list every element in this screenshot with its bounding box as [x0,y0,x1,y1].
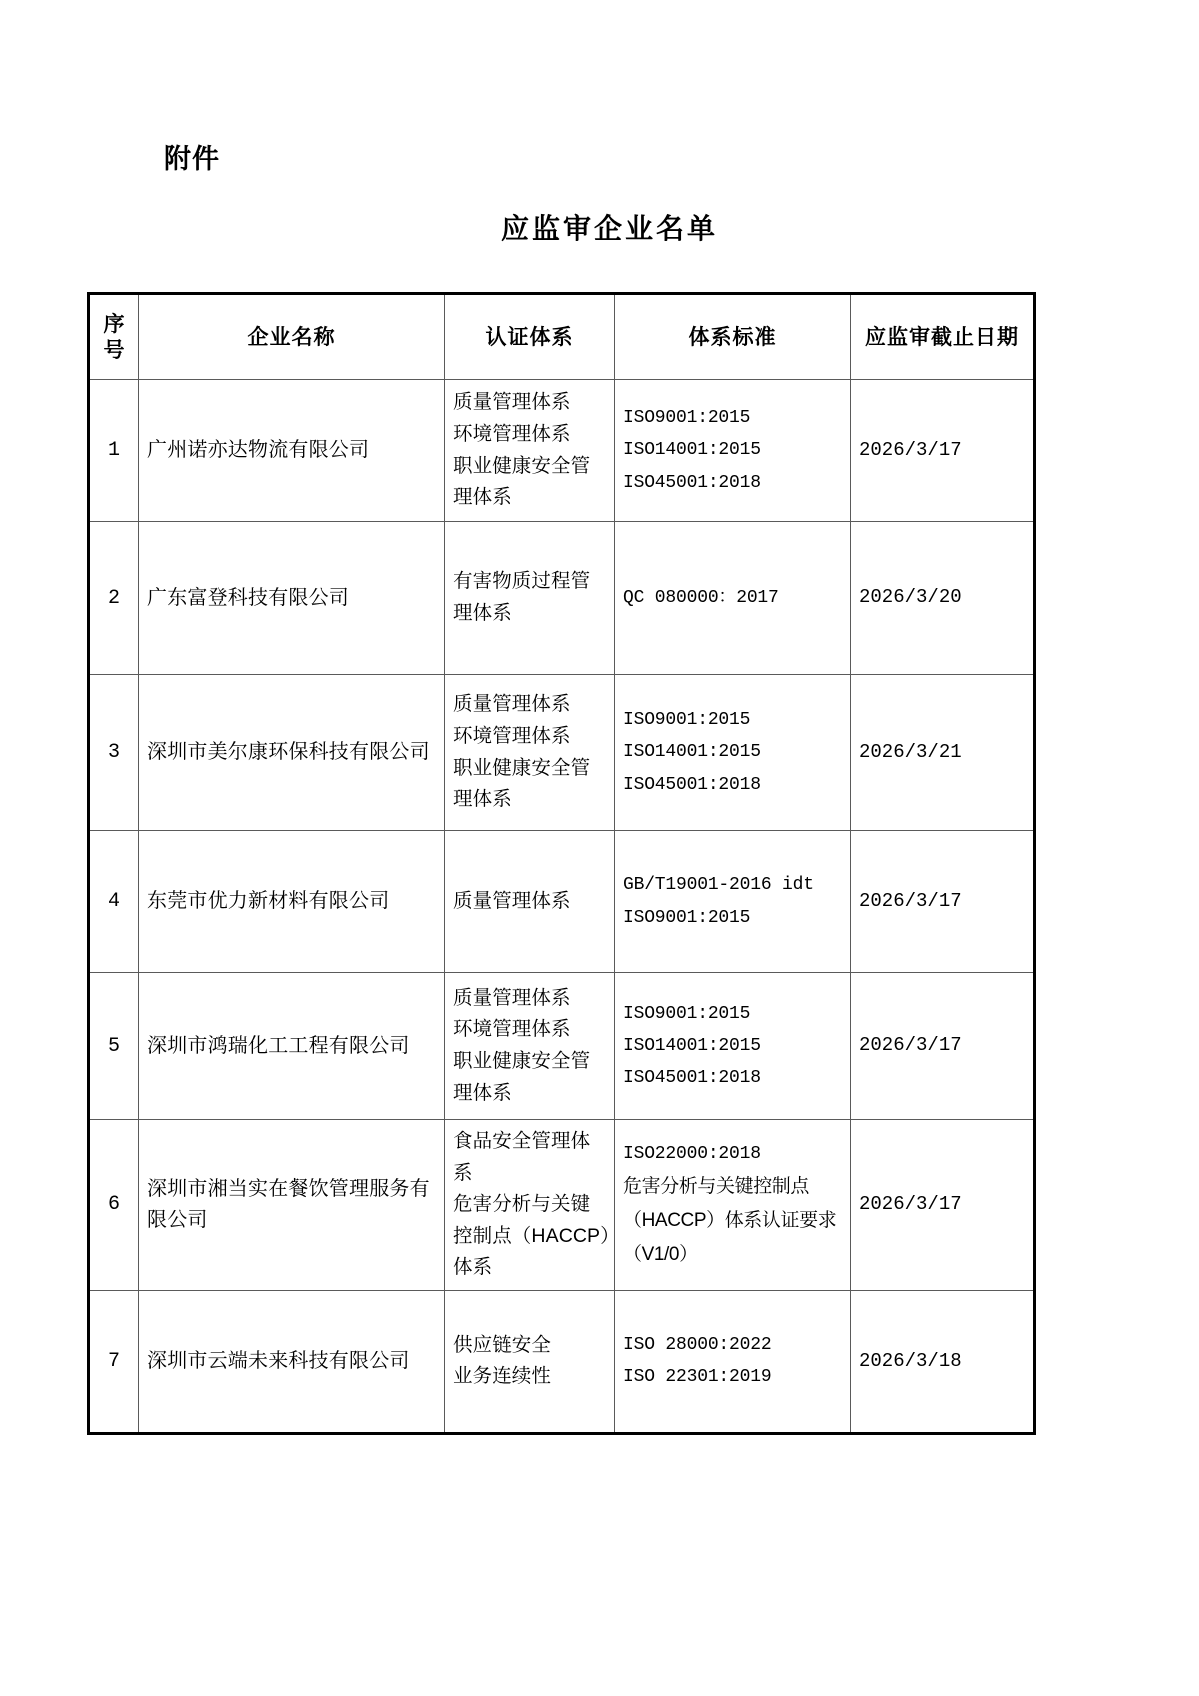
column-header-index [89,294,139,380]
cell-text-line: 质量管理体系 [453,391,571,414]
cell-company: 深圳市云端未来科技有限公司 [139,1290,445,1433]
cell-standard [615,1120,851,1291]
cell-text-line: 控制点（HACCP） [453,1224,620,1247]
cell-text-line: 职业健康安全管 [453,454,591,477]
cell-standard [615,831,851,973]
cell-text-line: 供应链安全 [453,1333,552,1356]
cell-text-line: 系 [453,1161,473,1184]
cell-text-line: 环境管理体系 [453,724,571,747]
cell-text-line: 质量管理体系 [453,693,571,716]
table-row [89,1290,1035,1433]
cell-text-line: GB/T19001-2016 idt [623,875,814,896]
cell-text-line: 食品安全管理体 [453,1130,591,1152]
cell-text-line: 职业健康安全管 [453,756,591,779]
cell-system [445,675,615,831]
cell-text-line: 理体系 [453,1081,512,1104]
cell-text-line: 环境管理体系 [453,1018,571,1041]
column-header-index-line1: 序 [103,311,125,336]
table-body [89,380,1035,1434]
cell-company: 深圳市美尔康环保科技有限公司 [139,675,445,831]
cell-index: 3 [89,675,139,831]
table-row [89,522,1035,675]
table-row [89,973,1035,1120]
cell-text-line: 有害物质过程管 [453,570,591,593]
cell-company: 广东富登科技有限公司 [139,522,445,675]
cell-system [445,1120,620,1291]
column-header-index-line2: 号 [103,338,125,362]
column-header-company: 企业名称 [139,294,445,380]
cell-system [445,1290,615,1433]
cell-text-line: ISO 22301:2019 [623,1367,772,1388]
cell-company: 深圳市鸿瑞化工工程有限公司 [139,973,445,1120]
column-header-system: 认证体系 [445,294,615,380]
cell-index: 4 [89,831,139,973]
table-row [89,1120,1035,1291]
attachment-label: 附件 [164,144,220,174]
cell-text-line: 体系 [453,1256,493,1279]
cell-standard [615,1290,851,1433]
cell-deadline: 2026/3/17 [851,380,1035,522]
cell-index: 5 [89,973,139,1120]
cell-deadline: 2026/3/18 [851,1290,1035,1433]
cell-text-line: 危害分析与关键控制点 [623,1176,810,1198]
cell-company: 东莞市优力新材料有限公司 [139,831,445,973]
cell-standard [615,522,851,675]
table-header-row [89,294,1035,380]
table-header [89,294,1035,380]
column-header-standard: 体系标准 [615,294,851,380]
cell-text-line: 业务连续性 [453,1365,552,1388]
cell-text-line: ISO9001:2015 [623,1003,751,1024]
cell-text-line: QC 080000：2017 [623,587,779,608]
cell-deadline: 2026/3/21 [851,675,1035,831]
cell-index: 2 [89,522,139,675]
cell-standard [615,973,851,1120]
cell-system [445,522,615,675]
cell-text-line: ISO9001:2015 [623,408,751,429]
table-row [89,675,1035,831]
cell-text-line: 质量管理体系 [453,889,571,912]
cell-deadline: 2026/3/17 [851,973,1035,1120]
table-row [89,380,1035,522]
cell-system [445,380,615,522]
cell-text-line: 危害分析与关键 [453,1193,591,1216]
cell-text-line: ISO22000:2018 [623,1144,761,1165]
cell-text-line: ISO45001:2018 [623,472,761,493]
cell-text-line: 职业健康安全管 [453,1050,591,1072]
cell-text-line: 环境管理体系 [453,422,571,445]
column-header-deadline: 应监审截止日期 [851,294,1035,380]
cell-text-line: 理体系 [453,788,512,811]
page-title: 应监审企业名单 [500,214,718,245]
cell-text-line: ISO9001:2015 [623,710,751,731]
cell-company: 广州诺亦达物流有限公司 [139,380,445,522]
cell-system [445,831,615,973]
cell-index: 1 [89,380,139,522]
cell-text-line: 理体系 [453,486,512,509]
cell-text-line: ISO9001:2015 [623,907,751,928]
cell-text-line: ISO45001:2018 [623,774,761,795]
cell-index: 7 [89,1290,139,1433]
cell-deadline: 2026/3/17 [851,831,1035,973]
cell-standard [615,380,851,522]
cell-text-line: ISO45001:2018 [623,1068,761,1089]
cell-system [445,973,615,1120]
cell-text-line: 质量管理体系 [453,986,571,1009]
cell-standard [615,675,851,831]
cell-company: 深圳市湘当实在餐饮管理服务有限公司 [139,1120,445,1291]
cell-text-line: ISO14001:2015 [623,440,761,461]
cell-deadline: 2026/3/20 [851,522,1035,675]
cell-text-line: ISO14001:2015 [623,742,761,763]
cell-text-line: 理体系 [453,602,512,624]
enterprise-list-table-container [87,292,1033,1435]
table-row [89,831,1035,973]
cell-text-line: ISO 28000:2022 [623,1335,772,1356]
cell-text-line: （HACCP）体系认证要求 [623,1210,837,1232]
cell-text-line: ISO14001:2015 [623,1035,761,1056]
enterprise-list-table [87,292,1036,1435]
cell-text-line: （V1/0） [623,1243,698,1265]
cell-index: 6 [89,1120,139,1291]
cell-deadline: 2026/3/17 [851,1120,1035,1291]
